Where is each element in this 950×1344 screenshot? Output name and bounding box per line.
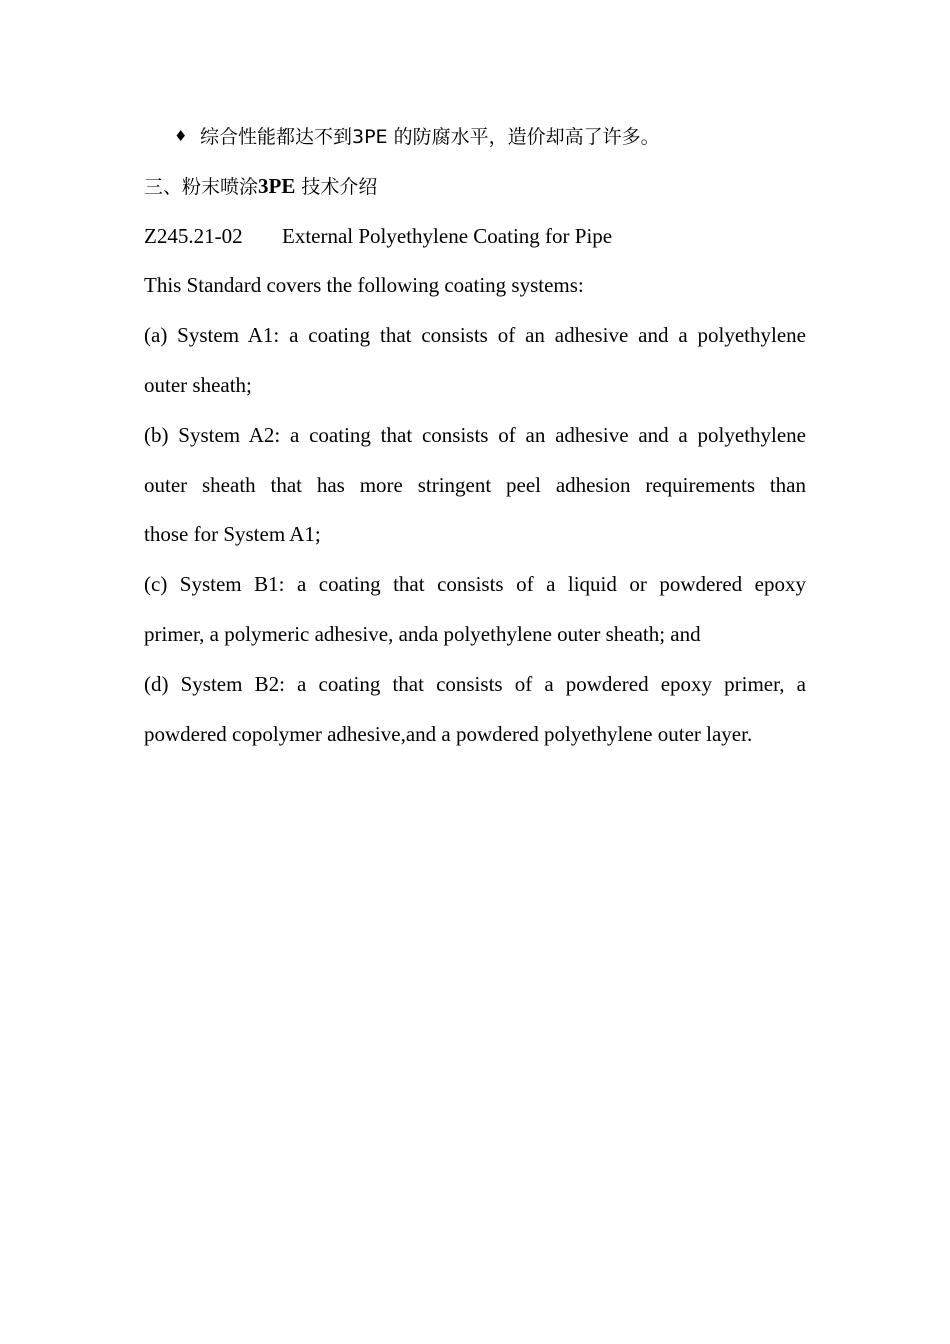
bullet-item [144, 112, 806, 162]
paragraph-line: (a) System A1: a coating that consists of an adhesive and a polyethylene [144, 323, 806, 348]
document-body [144, 112, 806, 759]
bullet-item-text: 综合性能都达不到3PE 的防腐水平，造价却高了许多。 [200, 126, 660, 148]
standard-code: Z245.21-02 [144, 223, 243, 248]
diamond-bullet-icon: ♦ [174, 127, 188, 145]
standard-title: External Polyethylene Coating for Pipe [282, 223, 613, 248]
system-item-b2 [144, 660, 806, 760]
section-heading [144, 162, 806, 212]
paragraph-line: powdered copolymer adhesive,and a powdered polyethylene outer layer. [144, 721, 753, 746]
intro-paragraph: This Standard covers the following coating systems: [144, 273, 584, 298]
standard-line [144, 212, 806, 262]
system-item-a1 [144, 311, 806, 411]
system-item-a2 [144, 411, 806, 560]
paragraph-line: outer sheath; [144, 372, 252, 397]
paragraph-line: (c) System B1: a coating that consists of a liquid or powdered epoxy [144, 572, 806, 597]
paragraph-line: those for System A1; [144, 522, 321, 547]
section-heading-suffix: 技术介绍 [295, 175, 378, 198]
paragraph-line: (b) System A2: a coating that consists of an adhesive and a polyethylene [144, 422, 806, 447]
paragraph-line: outer sheath that has more stringent peel adhesion requirements than [144, 472, 806, 497]
section-heading-prefix: 三、粉末喷涂 [144, 175, 259, 198]
system-item-b1 [144, 560, 806, 660]
paragraph-line: primer, a polymeric adhesive, anda polyethylene outer sheath; and [144, 621, 701, 646]
paragraph-line: (d) System B2: a coating that consists of a powdered epoxy primer, a [144, 671, 806, 696]
section-heading-bold: 3PE [258, 173, 296, 198]
